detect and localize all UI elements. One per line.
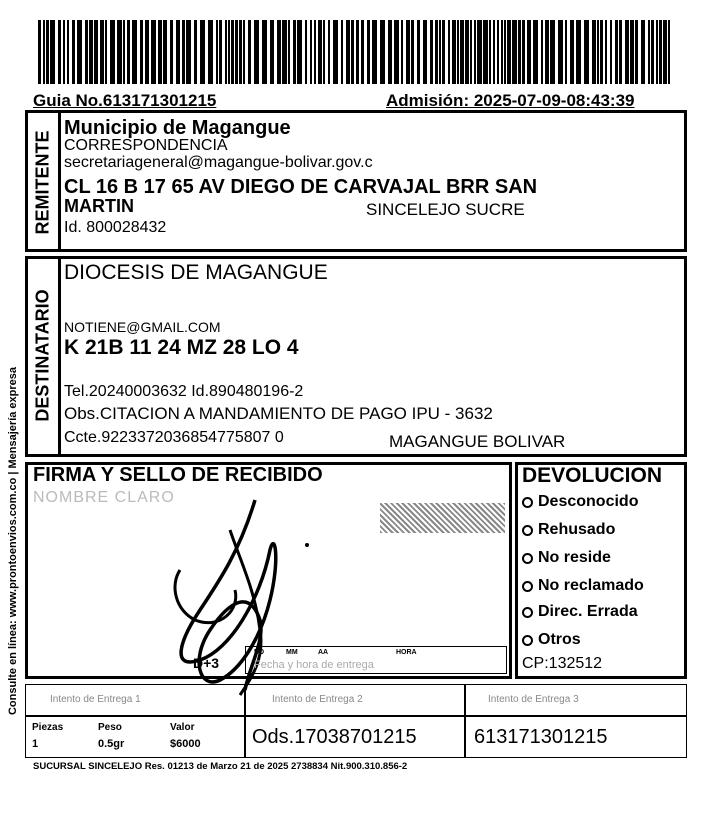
- pieces-value: 1: [32, 738, 39, 750]
- barcode-bar: [262, 20, 267, 84]
- barcode-bar: [465, 20, 469, 84]
- barcode-bar: [565, 20, 567, 84]
- attempt-3: [465, 684, 687, 716]
- barcode-bar: [67, 20, 69, 84]
- barcode-bar: [318, 20, 322, 84]
- barcode-bar: [176, 20, 180, 84]
- barcode-bar: [293, 20, 296, 84]
- recipient-label: DESTINATARIO: [32, 289, 53, 422]
- attempt-label: Intento de Entrega 3: [488, 694, 579, 705]
- barcode-bar: [200, 20, 205, 84]
- return-option-label: Direc. Errada: [538, 603, 638, 620]
- receipt-name-label: NOMBRE CLARO: [33, 489, 175, 506]
- attempt-label: Intento de Entrega 1: [50, 694, 141, 705]
- barcode-bar: [411, 20, 414, 84]
- barcode-bar: [305, 20, 307, 84]
- return-option-unknown[interactable]: [522, 494, 638, 510]
- barcode-bar: [310, 20, 312, 84]
- barcode-bar: [231, 20, 234, 84]
- stamp-smudge: [380, 503, 505, 533]
- barcode-bar: [110, 20, 115, 84]
- guide-number: Guia No.613171301215: [33, 91, 217, 110]
- barcode-bar: [228, 20, 230, 84]
- barcode-bar: [145, 20, 149, 84]
- sender-address-2: MARTIN: [64, 196, 134, 216]
- barcode-bar: [625, 20, 629, 84]
- barcode-bar: [351, 20, 354, 84]
- barcode-bar: [239, 20, 242, 84]
- barcode-bar: [77, 20, 82, 84]
- barcode-bar: [367, 20, 370, 84]
- barcode-bar: [401, 20, 403, 84]
- recipient-city: MAGANGUE BOLIVAR: [389, 432, 566, 451]
- barcode-bar: [592, 20, 596, 84]
- barcode-bar: [123, 20, 125, 84]
- barcode-bar: [417, 20, 420, 84]
- recipient-name: DIOCESIS DE MAGANGUE: [64, 261, 328, 284]
- barcode-bar: [489, 20, 491, 84]
- barcode-bar: [430, 20, 433, 84]
- barcode-bar: [63, 20, 65, 84]
- barcode-bar: [170, 20, 173, 84]
- recipient-ccte: Ccte.9223372036854775807 0: [64, 429, 284, 446]
- barcode-bar: [216, 20, 218, 84]
- barcode-bar: [277, 20, 281, 84]
- weight-value: 0.5gr: [98, 738, 125, 750]
- return-option-refused[interactable]: [522, 522, 615, 538]
- return-cp: CP:132512: [522, 655, 603, 672]
- barcode-bar: [545, 20, 549, 84]
- barcode-bar: [605, 20, 607, 84]
- barcode-bar: [507, 20, 511, 84]
- weight-label: Peso: [98, 722, 122, 733]
- barcode-bar: [346, 20, 350, 84]
- date-header-dd: DD: [254, 649, 265, 656]
- barcode-bar: [243, 20, 245, 84]
- barcode-bar: [541, 20, 543, 84]
- sender-dept: CORRESPONDENCIA: [64, 137, 228, 154]
- barcode-bar: [504, 20, 506, 84]
- barcode-bar: [328, 20, 330, 84]
- barcode-bar: [46, 20, 49, 84]
- return-option-not-resident[interactable]: [522, 550, 611, 566]
- barcode-bar: [208, 20, 213, 84]
- barcode-bar: [522, 20, 525, 84]
- barcode-bar: [50, 20, 55, 84]
- recipient-tel: Tel.20240003632 Id.890480196-2: [64, 383, 304, 400]
- barcode-bar: [323, 20, 325, 84]
- barcode-bar: [470, 20, 472, 84]
- barcode-bar: [406, 20, 410, 84]
- barcode-bar: [219, 20, 222, 84]
- sender-city: SINCELEJO SUCRE: [366, 200, 525, 219]
- barcode-bar: [558, 20, 563, 84]
- return-option-label: No reside: [538, 549, 611, 566]
- barcode-bar: [127, 20, 130, 84]
- recipient-email: NOTIENE@GMAIL.COM: [64, 319, 221, 335]
- tracking-number: [465, 716, 687, 758]
- barcode-bar: [550, 20, 555, 84]
- barcode-bar: [435, 20, 438, 84]
- barcode-bar: [361, 20, 364, 84]
- barcode-bar: [600, 20, 603, 84]
- barcode-bar: [619, 20, 622, 84]
- date-header-aa: AA: [318, 649, 329, 656]
- recipient-obs: Obs.CITACION A MANDAMIENTO DE PAGO IPU - 3632: [64, 404, 493, 423]
- barcode-bar: [151, 20, 156, 84]
- sender-email: secretariageneral@magangue-bolivar.gov.c: [64, 154, 373, 171]
- sender-address: CL 16 B 17 65 AV DIEGO DE CARVAJAL BRR SAN: [64, 176, 538, 198]
- barcode-bar: [527, 20, 531, 84]
- barcode-bar: [94, 20, 98, 84]
- barcode: [38, 20, 670, 84]
- footer-text: SUCURSAL SINCELEJO Res. 01213 de Marzo 21 de 2025 2738834 Nit.900.310.856-2: [33, 761, 408, 772]
- barcode-bar: [641, 20, 645, 84]
- return-option-label: Desconocido: [538, 493, 639, 510]
- attempt-2: [245, 684, 465, 716]
- barcode-bar: [448, 20, 450, 84]
- attempt-label: Intento de Entrega 2: [272, 694, 363, 705]
- barcode-bar: [372, 20, 377, 84]
- barcode-bar: [570, 20, 574, 84]
- barcode-bar: [648, 20, 650, 84]
- barcode-bar: [651, 20, 654, 84]
- barcode-bar: [225, 20, 227, 84]
- attempt-1: [25, 684, 245, 716]
- barcode-bar: [270, 20, 274, 84]
- shipment-details: [25, 716, 245, 758]
- barcode-bar: [356, 20, 359, 84]
- barcode-bar: [100, 20, 104, 84]
- sender-label: REMITENTE: [32, 130, 53, 235]
- barcode-bar: [597, 20, 599, 84]
- barcode-bar: [297, 20, 302, 84]
- barcode-bar: [248, 20, 251, 84]
- date-header-mm: MM: [286, 649, 298, 656]
- barcode-bar: [132, 20, 137, 84]
- sender-id: Id. 800028432: [64, 219, 167, 236]
- barcode-bar: [659, 20, 662, 84]
- barcode-bar: [288, 20, 290, 84]
- barcode-bar: [460, 20, 464, 84]
- barcode-bar: [493, 20, 495, 84]
- barcode-bar: [439, 20, 441, 84]
- barcode-bar: [163, 20, 167, 84]
- barcode-bar: [194, 20, 197, 84]
- receipt-mark: D+3: [193, 655, 220, 671]
- return-option-wrong-address[interactable]: [522, 604, 638, 620]
- sender-name: Municipio de Magangue: [64, 117, 291, 139]
- barcode-bar: [442, 20, 445, 84]
- barcode-bar: [457, 20, 459, 84]
- barcode-bar: [43, 20, 45, 84]
- receipt-title: FIRMA Y SELLO DE RECIBIDO: [33, 464, 323, 486]
- admission-date: Admisión: 2025-07-09-08:43:39: [386, 91, 635, 110]
- barcode-bar: [72, 20, 75, 84]
- barcode-bar: [186, 20, 191, 84]
- barcode-bar: [235, 20, 238, 84]
- date-header-hora: HORA: [396, 649, 417, 656]
- barcode-bar: [483, 20, 488, 84]
- tracking-text: 613171301215: [474, 726, 608, 748]
- barcode-bar: [117, 20, 122, 84]
- barcode-bar: [477, 20, 482, 84]
- value-label: Valor: [170, 722, 195, 733]
- barcode-bar: [533, 20, 538, 84]
- barcode-bar: [333, 20, 338, 84]
- value-amount: $6000: [170, 738, 201, 750]
- date-caption: Fecha y hora de entrega: [254, 659, 374, 671]
- pieces-label: Piezas: [32, 722, 64, 733]
- recipient-address: K 21B 11 24 MZ 28 LO 4: [64, 336, 299, 359]
- barcode-bar: [497, 20, 499, 84]
- barcode-bar: [254, 20, 259, 84]
- barcode-bar: [394, 20, 399, 84]
- return-option-unclaimed[interactable]: [522, 578, 644, 594]
- return-option-other[interactable]: [522, 632, 581, 648]
- barcode-bar: [452, 20, 456, 84]
- return-option-label: No reclamado: [538, 577, 644, 594]
- barcode-bar: [105, 20, 107, 84]
- barcode-bar: [388, 20, 392, 84]
- barcode-bar: [512, 20, 517, 84]
- barcode-bar: [140, 20, 143, 84]
- side-note: Consulte en línea: www.prontoenvios.com.co | Mensajería expresa: [7, 366, 19, 716]
- barcode-bar: [341, 20, 343, 84]
- ods-text: Ods.17038701215: [252, 726, 417, 748]
- barcode-bar: [380, 20, 385, 84]
- barcode-bar: [158, 20, 162, 84]
- barcode-bar: [314, 20, 316, 84]
- barcode-bar: [663, 20, 667, 84]
- barcode-bar: [282, 20, 287, 84]
- barcode-bar: [85, 20, 88, 84]
- barcode-bar: [576, 20, 581, 84]
- barcode-bar: [182, 20, 185, 84]
- barcode-bar: [474, 20, 476, 84]
- return-title: DEVOLUCION: [522, 464, 663, 487]
- barcode-bar: [668, 20, 670, 84]
- barcode-bar: [423, 20, 427, 84]
- barcode-bar: [38, 20, 41, 84]
- barcode-bar: [584, 20, 589, 84]
- barcode-bar: [58, 20, 61, 84]
- barcode-bar: [630, 20, 634, 84]
- barcode-bar: [89, 20, 93, 84]
- return-option-label: Rehusado: [538, 521, 616, 538]
- barcode-bar: [635, 20, 638, 84]
- barcode-bar: [518, 20, 521, 84]
- barcode-bar: [501, 20, 503, 84]
- return-option-label: Otros: [538, 631, 581, 648]
- barcode-bar: [615, 20, 618, 84]
- ods-number: [245, 716, 465, 758]
- barcode-bar: [610, 20, 612, 84]
- barcode-bar: [656, 20, 658, 84]
- date-field: [245, 646, 507, 674]
